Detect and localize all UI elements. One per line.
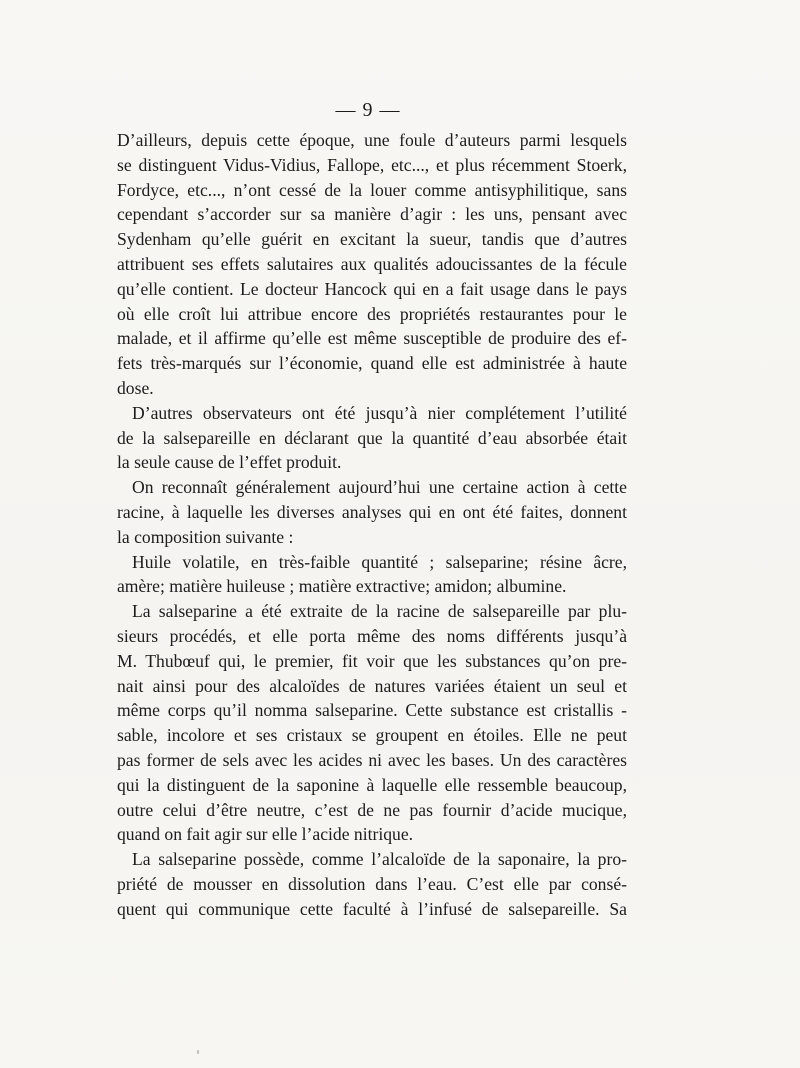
paragraph-3 xyxy=(117,475,627,549)
text-line: amère; matière huileuse ; matière extractive; amidon; albumine. xyxy=(117,576,567,597)
text-line: où elle croît lui attribue encore des propriétés restaurantes pour le xyxy=(117,303,627,324)
text-line: Sydenham qu’elle guérit en excitant la sueur, tandis que d’autres xyxy=(117,229,627,250)
text-line: sieurs procédés, et elle porta même des noms différents jusqu’à xyxy=(117,625,627,646)
text-line: D’ailleurs, depuis cette époque, une foule d’auteurs parmi lesquels xyxy=(117,130,627,150)
text-line: qui la distinguent de la saponine à laquelle elle ressemble beaucoup, xyxy=(117,774,627,795)
text-line: fets très-marqués sur l’économie, quand elle est administrée à haute xyxy=(117,353,627,374)
text-line: sable, incolore et ses cristaux se groupent en étoiles. Elle ne peut xyxy=(117,725,627,746)
text-line: même corps qu’il nomma salseparine. Cette substance est cristallis - xyxy=(117,700,627,721)
text-line: outre celui d’être neutre, c’est de ne pas fournir d’acide mucique, xyxy=(117,799,627,820)
text-line: se distinguent Vidus-Vidius, Fallope, etc..., et plus récemment Stoerk, xyxy=(117,154,627,175)
text-line: D’autres observateurs ont été jusqu’à nier complétement l’utilité xyxy=(132,402,627,423)
text-line: dose. xyxy=(117,377,154,398)
page-number: — 9 — xyxy=(335,99,401,121)
text-line: de la salsepareille en déclarant que la quantité d’eau absorbée était xyxy=(117,427,627,448)
paragraph-4 xyxy=(117,550,627,600)
paragraph-6 xyxy=(117,847,627,921)
paragraph-5 xyxy=(117,599,627,847)
text-line: attribuent ses effets salutaires aux qualités adoucissantes de la fécule xyxy=(117,253,627,274)
paper-speck xyxy=(197,1050,199,1054)
text-line: Huile volatile, en très-faible quantité ; salseparine; résine âcre, xyxy=(132,551,627,572)
paragraph-2 xyxy=(117,401,627,475)
paragraph-1 xyxy=(117,128,627,401)
text-line: cependant s’accorder sur sa manière d’agir : les uns, pensant avec xyxy=(117,204,627,225)
body-text xyxy=(117,128,627,922)
text-line: quent qui communique cette faculté à l’infusé de salsepareille. Sa xyxy=(117,898,627,919)
text-line: La salseparine possède, comme l’alcaloïde de la saponaire, la pro- xyxy=(132,849,627,870)
text-line: priété de mousser en dissolution dans l’eau. C’est elle par consé- xyxy=(117,873,627,894)
text-line: M. Thubœuf qui, le premier, fit voir que les substances qu’on pre- xyxy=(117,650,627,671)
text-line: malade, et il affirme qu’elle est même susceptible de produire des ef- xyxy=(117,328,627,349)
text-line: On reconnaît généralement aujourd’hui une certaine action à cette xyxy=(132,477,627,498)
text-line: racine, à laquelle les diverses analyses qui en ont été faites, donnent xyxy=(117,501,627,522)
text-line: la composition suivante : xyxy=(117,526,294,547)
text-line: quand on fait agir sur elle l’acide nitrique. xyxy=(117,824,414,845)
text-line: qu’elle contient. Le docteur Hancock qui en a fait usage dans le pays xyxy=(117,278,627,299)
text-line: la seule cause de l’effet produit. xyxy=(117,452,342,473)
text-line: Fordyce, etc..., n’ont cessé de la louer comme antisyphilitique, sans xyxy=(117,179,627,200)
text-line: La salseparine a été extraite de la racine de salsepareille par plu- xyxy=(132,601,627,622)
text-line: nait ainsi pour des alcaloïdes de natures variées étaient un seul et xyxy=(117,675,627,696)
text-line: pas former de sels avec les acides ni avec les bases. Un des caractères xyxy=(117,749,627,770)
